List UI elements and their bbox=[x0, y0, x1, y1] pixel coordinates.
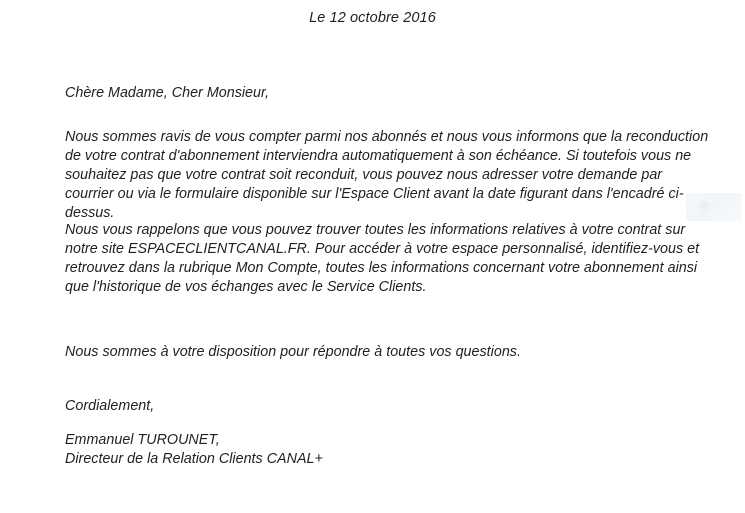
letter-greeting: Chère Madame, Cher Monsieur, bbox=[65, 85, 269, 101]
letter-paragraph-2: Nous vous rappelons que vous pouvez trouver toutes les informations relatives à votre contrat sur notre site ESPACECLIENTCANAL.FR. Pour accéder à votre espace personnalisé, identifiez-vous et retrouvez dans la rubrique Mon Compte, toutes les informations concernant votre abonnement ainsi que l'historique de vos échanges avec le Service Clients. bbox=[65, 222, 700, 295]
letter-sign-off: Cordialement, bbox=[65, 398, 155, 414]
signatory-name: Emmanuel TUROUNET, bbox=[65, 432, 220, 448]
letter-paragraph-1: Nous sommes ravis de vous compter parmi nos abonnés et nous vous informons que la reconduction de votre contrat d'abonnement interviendra automatiquement à son échéance. Si toutefois vous ne souhaitez pas que votre contrat soit reconduit, vous pouvez nous adresser votre demande par courrier ou via le formulaire disponible sur l'Espace Client avant la date figurant dans l'encadré ci-dessus. bbox=[65, 129, 709, 221]
letter-closing-paragraph: Nous sommes à votre disposition pour répondre à toutes vos questions. bbox=[65, 344, 521, 360]
letter-date: Le 12 octobre 2016 bbox=[309, 10, 436, 26]
signature-block bbox=[65, 431, 713, 468]
signatory-title: Directeur de la Relation Clients CANAL+ bbox=[65, 450, 323, 467]
